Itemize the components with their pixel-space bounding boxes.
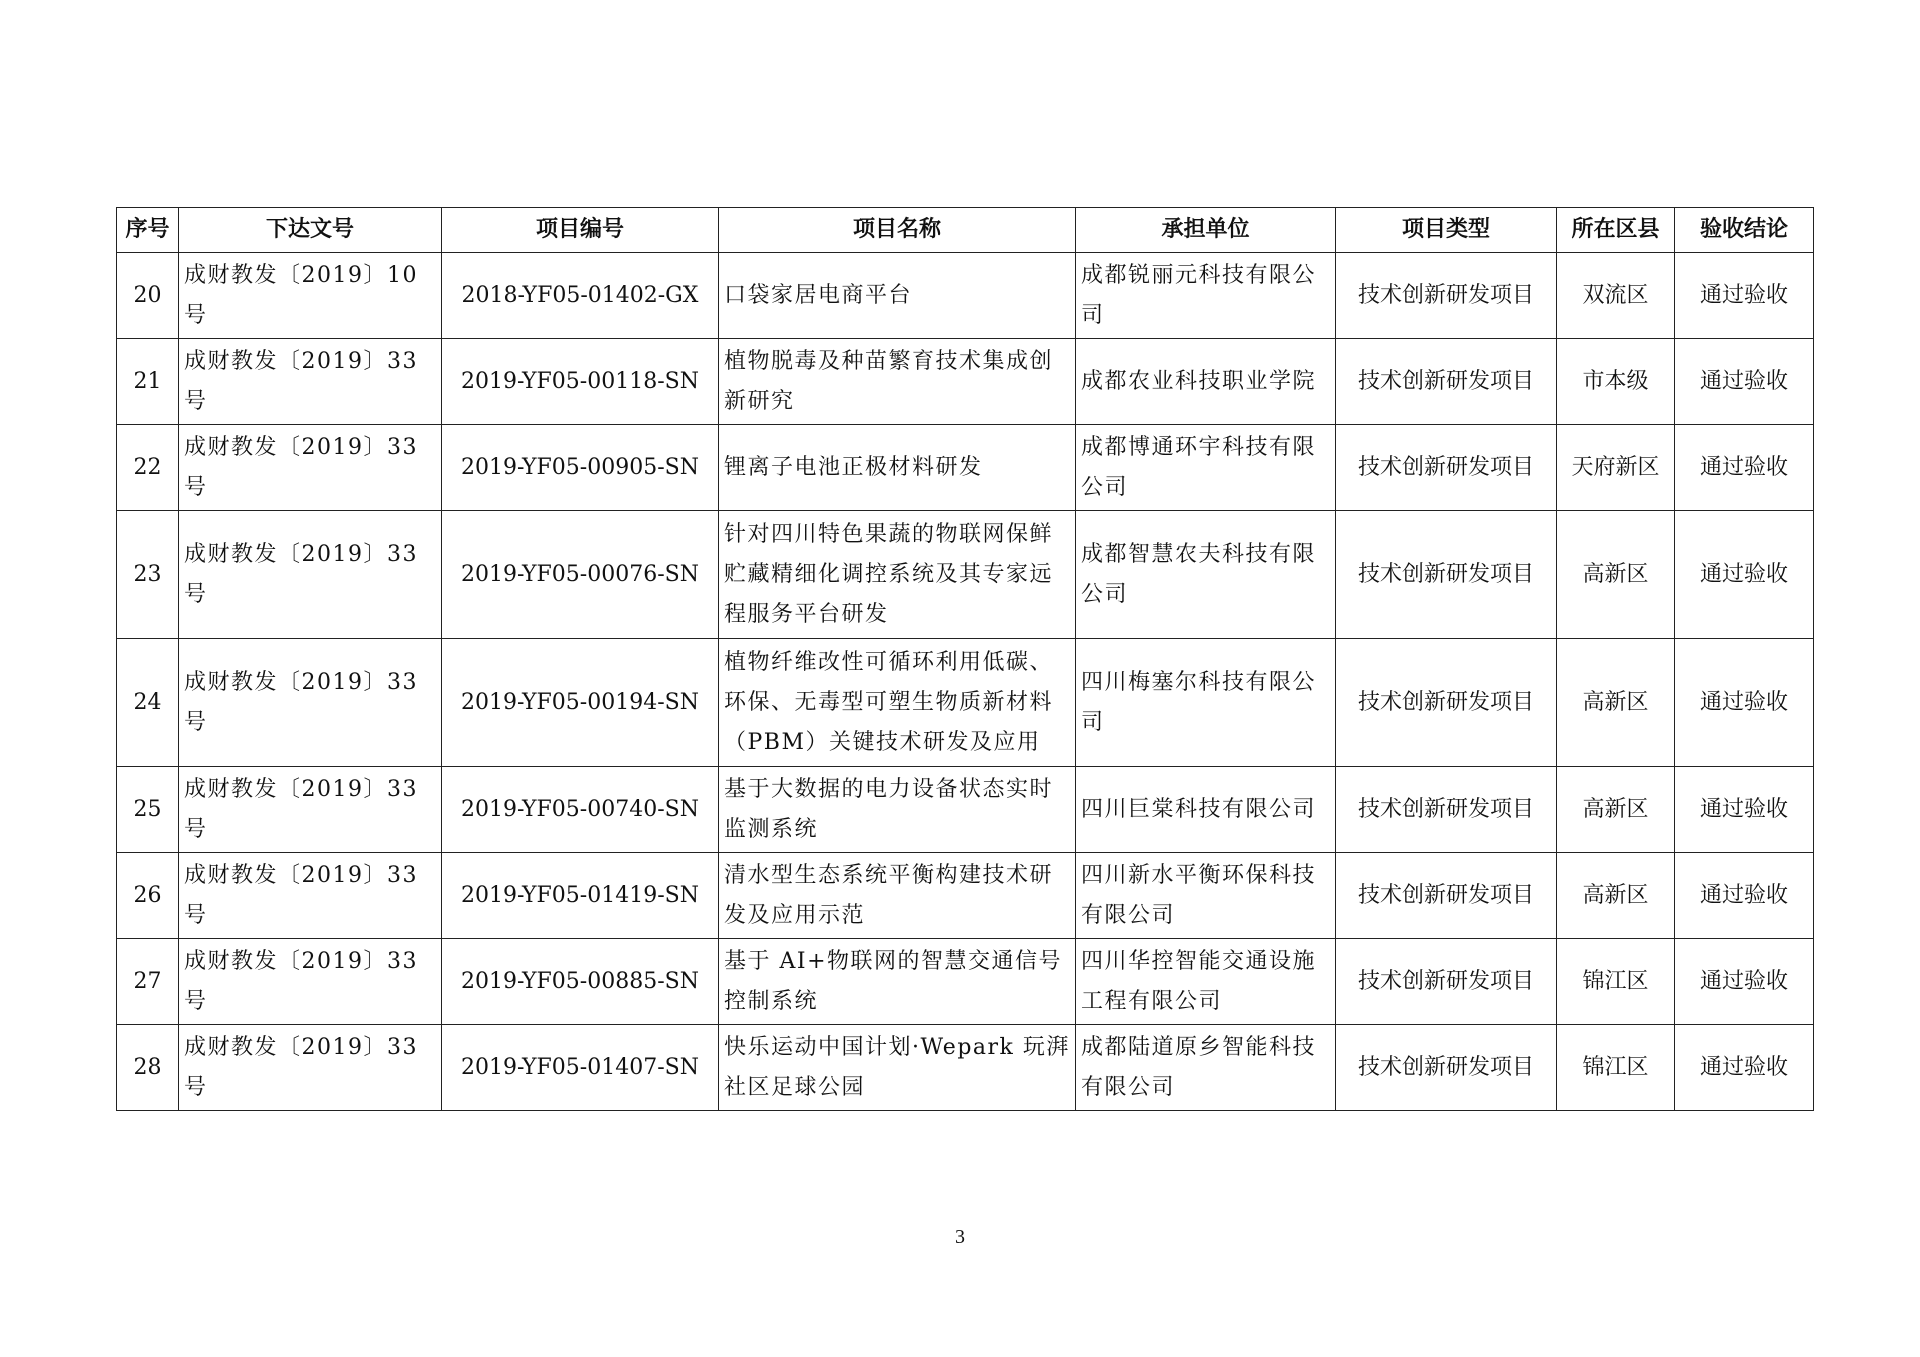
row-seq: 28 [117, 1025, 179, 1111]
row-unit: 四川新水平衡环保科技有限公司 [1076, 853, 1336, 939]
row-project-type: 技术创新研发项目 [1336, 939, 1557, 1025]
row-project-name: 快乐运动中国计划·Wepark 玩湃社区足球公园 [719, 1025, 1076, 1111]
row-project-code: 2019-YF05-01407-SN [442, 1025, 719, 1111]
table-row [117, 939, 1814, 1025]
row-result: 通过验收 [1675, 511, 1814, 639]
row-project-code: 2019-YF05-00740-SN [442, 767, 719, 853]
row-project-type: 技术创新研发项目 [1336, 511, 1557, 639]
table-row [117, 639, 1814, 767]
row-district: 高新区 [1557, 853, 1675, 939]
row-result: 通过验收 [1675, 939, 1814, 1025]
header-seq: 序号 [117, 208, 179, 253]
row-unit: 四川梅塞尔科技有限公司 [1076, 639, 1336, 767]
row-seq: 27 [117, 939, 179, 1025]
header-project-name: 项目名称 [719, 208, 1076, 253]
row-district: 高新区 [1557, 511, 1675, 639]
row-doc-number: 成财教发〔2019〕33 号 [179, 939, 442, 1025]
table-row [117, 1025, 1814, 1111]
row-unit: 四川巨棠科技有限公司 [1076, 767, 1336, 853]
row-seq: 22 [117, 425, 179, 511]
project-acceptance-table [116, 207, 1814, 1111]
row-project-name: 清水型生态系统平衡构建技术研发及应用示范 [719, 853, 1076, 939]
row-project-name: 植物纤维改性可循环利用低碳、环保、无毒型可塑生物质新材料（PBM）关键技术研发及应用 [719, 639, 1076, 767]
table-row [117, 339, 1814, 425]
row-project-type: 技术创新研发项目 [1336, 1025, 1557, 1111]
row-project-code: 2019-YF05-01419-SN [442, 853, 719, 939]
row-project-type: 技术创新研发项目 [1336, 853, 1557, 939]
row-project-name: 锂离子电池正极材料研发 [719, 425, 1076, 511]
row-project-name: 基于大数据的电力设备状态实时监测系统 [719, 767, 1076, 853]
header-district: 所在区县 [1557, 208, 1675, 253]
row-seq: 21 [117, 339, 179, 425]
row-project-code: 2019-YF05-00194-SN [442, 639, 719, 767]
row-unit: 成都陆道原乡智能科技有限公司 [1076, 1025, 1336, 1111]
row-unit: 成都博通环宇科技有限公司 [1076, 425, 1336, 511]
row-result: 通过验收 [1675, 767, 1814, 853]
table-row [117, 767, 1814, 853]
row-result: 通过验收 [1675, 853, 1814, 939]
row-district: 天府新区 [1557, 425, 1675, 511]
row-seq: 25 [117, 767, 179, 853]
row-project-type: 技术创新研发项目 [1336, 767, 1557, 853]
row-doc-number: 成财教发〔2019〕33 号 [179, 767, 442, 853]
row-project-name: 口袋家居电商平台 [719, 253, 1076, 339]
row-project-code: 2018-YF05-01402-GX [442, 253, 719, 339]
row-district: 锦江区 [1557, 1025, 1675, 1111]
row-seq: 23 [117, 511, 179, 639]
row-project-code: 2019-YF05-00905-SN [442, 425, 719, 511]
row-seq: 24 [117, 639, 179, 767]
row-project-name: 针对四川特色果蔬的物联网保鲜贮藏精细化调控系统及其专家远程服务平台研发 [719, 511, 1076, 639]
row-project-code: 2019-YF05-00885-SN [442, 939, 719, 1025]
row-result: 通过验收 [1675, 339, 1814, 425]
row-unit: 四川华控智能交通设施工程有限公司 [1076, 939, 1336, 1025]
row-result: 通过验收 [1675, 253, 1814, 339]
table-row [117, 253, 1814, 339]
header-result: 验收结论 [1675, 208, 1814, 253]
row-doc-number: 成财教发〔2019〕33 号 [179, 339, 442, 425]
row-project-name: 基于 AI+物联网的智慧交通信号控制系统 [719, 939, 1076, 1025]
row-doc-number: 成财教发〔2019〕33 号 [179, 1025, 442, 1111]
row-project-type: 技术创新研发项目 [1336, 339, 1557, 425]
row-district: 双流区 [1557, 253, 1675, 339]
table-row [117, 425, 1814, 511]
row-seq: 26 [117, 853, 179, 939]
row-result: 通过验收 [1675, 425, 1814, 511]
page-number: 3 [955, 1226, 965, 1248]
row-result: 通过验收 [1675, 639, 1814, 767]
row-project-name: 植物脱毒及种苗繁育技术集成创新研究 [719, 339, 1076, 425]
row-result: 通过验收 [1675, 1025, 1814, 1111]
row-doc-number: 成财教发〔2019〕10 号 [179, 253, 442, 339]
row-project-type: 技术创新研发项目 [1336, 253, 1557, 339]
row-district: 高新区 [1557, 639, 1675, 767]
row-project-type: 技术创新研发项目 [1336, 639, 1557, 767]
table-header-row [117, 208, 1814, 253]
header-doc-number: 下达文号 [179, 208, 442, 253]
header-unit: 承担单位 [1076, 208, 1336, 253]
row-doc-number: 成财教发〔2019〕33 号 [179, 853, 442, 939]
row-project-code: 2019-YF05-00076-SN [442, 511, 719, 639]
row-district: 市本级 [1557, 339, 1675, 425]
row-unit: 成都智慧农夫科技有限公司 [1076, 511, 1336, 639]
row-doc-number: 成财教发〔2019〕33 号 [179, 511, 442, 639]
header-project-code: 项目编号 [442, 208, 719, 253]
row-unit: 成都农业科技职业学院 [1076, 339, 1336, 425]
row-district: 锦江区 [1557, 939, 1675, 1025]
table-row [117, 853, 1814, 939]
table-row [117, 511, 1814, 639]
row-seq: 20 [117, 253, 179, 339]
row-project-type: 技术创新研发项目 [1336, 425, 1557, 511]
header-project-type: 项目类型 [1336, 208, 1557, 253]
row-doc-number: 成财教发〔2019〕33 号 [179, 639, 442, 767]
row-district: 高新区 [1557, 767, 1675, 853]
row-unit: 成都锐丽元科技有限公司 [1076, 253, 1336, 339]
row-doc-number: 成财教发〔2019〕33 号 [179, 425, 442, 511]
row-project-code: 2019-YF05-00118-SN [442, 339, 719, 425]
